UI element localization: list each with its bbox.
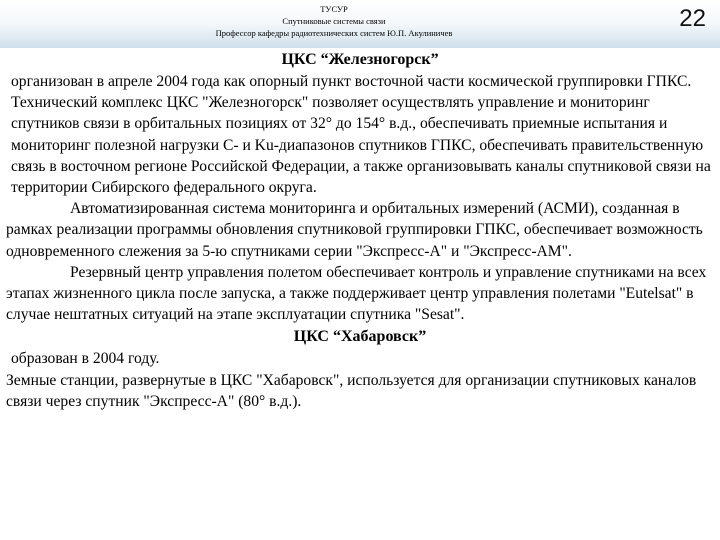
reserve-center-paragraph: Резервный центр управления полетом обеспечивает контроль и управление спутниками на всех этапах жизненного цикла после запуска, а также поддерживает центр управления полетами "Eutelsat" в случае нештатных ситуаций на этапе эксплуатации спутника "Sesat".	[6, 263, 707, 324]
slide-body	[6, 48, 714, 412]
asmi-paragraph: Автоматизированная система мониторинга и орбитальных измерений (АСМИ), созданная в рамках реализации программы обновления спутниковой группировки ГПКС, обеспечивает возможность одновременного слежения за 5-ю спутниками серии "Экспресс-А" и "Экспресс-АМ".	[6, 200, 703, 260]
header-university: ТУСУР	[320, 4, 348, 14]
slide-number: 22	[679, 5, 706, 32]
zheleznogorsk-intro-paragraph: организован в апреле 2004 года как опорный пункт восточной части космической группировки ГПКС. Технический комплекс ЦКС "Железногорск" позволяет осуществлять управление и мониторинг спутников связи в орбитальных позициях от 32° до 154° в.д., обеспечивать приемные испытания и мониторинг полезной нагрузки C- и Ku-диапазонов спутников ГПКС, обеспечивать правительственную связь в восточном регионе Российской Федерации, а также организовывать каналы спутниковой связи на территории Сибирского федерального округа.	[11, 73, 711, 197]
khabarovsk-stations-paragraph: Земные станции, развернутые в ЦКС "Хабаровск", используется для организации спутниковых каналов связи через спутник "Экспресс-А" (80° в.д.).	[6, 371, 697, 410]
header-text-block	[0, 3, 668, 39]
section-title-khabarovsk: ЦКС “Хабаровск”	[293, 328, 427, 346]
section-title-zheleznogorsk: ЦКС “Железногорск”	[281, 51, 439, 68]
header-author: Профессор кафедры радиотехнических систем Ю.П. Акулиничев	[215, 28, 453, 38]
khabarovsk-intro-paragraph: образован в 2004 году.	[11, 350, 160, 368]
header-course: Спутниковые системы связи	[282, 16, 386, 26]
slide-header	[0, 0, 720, 48]
